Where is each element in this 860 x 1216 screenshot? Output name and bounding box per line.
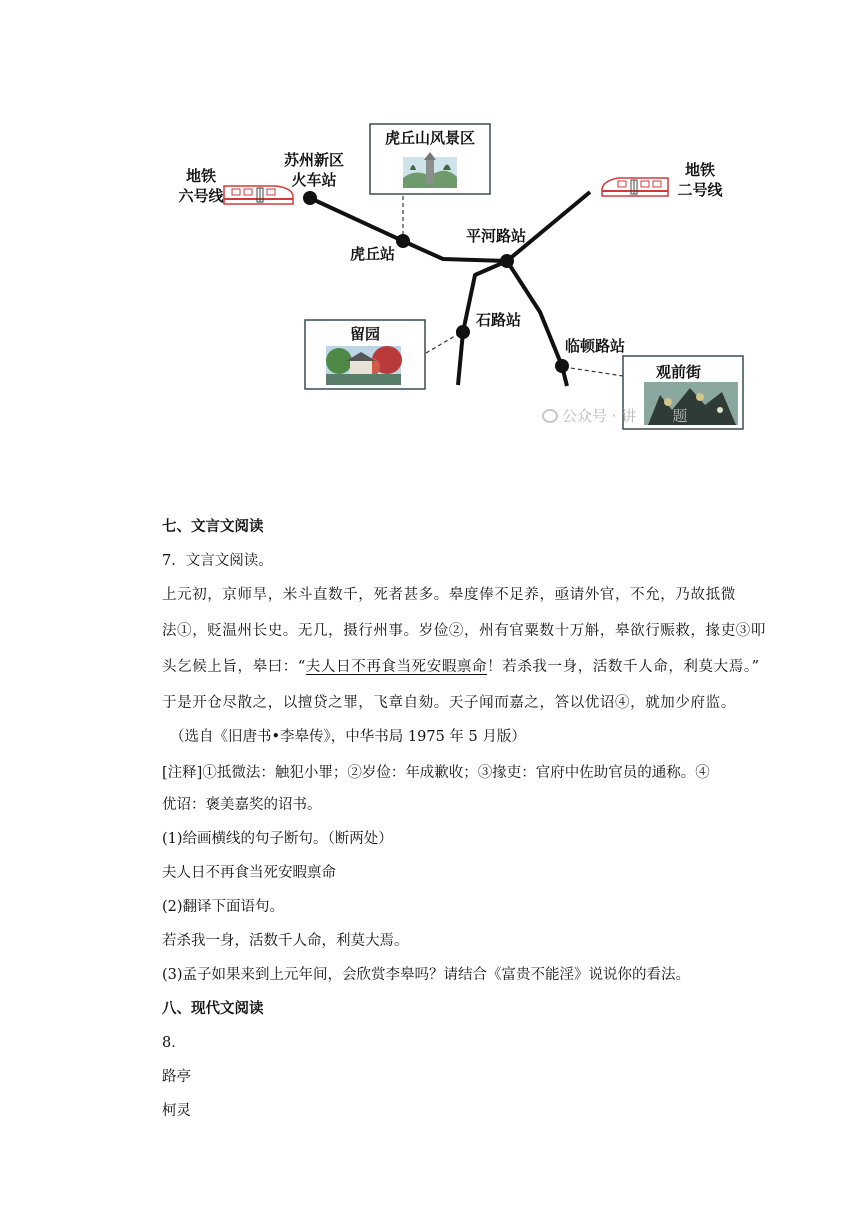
metro-map <box>0 0 860 500</box>
station-shilu-dot <box>456 325 470 339</box>
line6-label-2: 六号线 <box>178 187 224 205</box>
note-line-1: [注释]①抵微法：触犯小罪；②岁俭：年成歉收；③掾吏：官府中佐助官员的通称。④ <box>162 765 710 781</box>
station-pinghe-label: 平河路站 <box>466 227 527 245</box>
passage-line-1: 上元初，京师旱，米斗直数千，死者甚多。皋度俸不足养，亟请外官，不允，乃故抵微 <box>162 587 736 603</box>
station-huqiu-label: 虎丘站 <box>350 245 396 263</box>
q7-intro: 7．文言文阅读。 <box>162 553 273 569</box>
question-2-text: 若杀我一身，活数千人命，利莫大焉。 <box>162 933 409 949</box>
article-title: 路亭 <box>162 1069 191 1085</box>
station-lindun-dot <box>555 359 569 373</box>
q8-number: 8． <box>162 1035 186 1051</box>
underlined-sentence: 夫人日不再食当死安暇禀命 <box>305 659 488 675</box>
section8-heading: 八、现代文阅读 <box>162 1001 264 1017</box>
station-suzhou-xinqu-dot <box>303 191 317 205</box>
article-author: 柯灵 <box>162 1103 191 1119</box>
guanqian-label: 观前街 <box>656 363 702 381</box>
station-suzhou-xinqu-label-2: 火车站 <box>291 171 337 189</box>
huqiu-scenic-label: 虎丘山风景区 <box>384 129 475 147</box>
connector-liuyuan <box>426 333 460 353</box>
station-pinghe-dot <box>500 254 514 268</box>
watermark: 公众号 · 讲 题 <box>542 405 687 426</box>
train-icon-line2 <box>602 178 668 196</box>
passage-source: （选自《旧唐书•李皋传》，中华书局 1975 年 5 月版） <box>170 729 526 745</box>
question-3: (3)孟子如果来到上元年间，会欣赏李皋吗？请结合《富贵不能淫》说说你的看法。 <box>162 967 691 983</box>
station-lindun-label: 临顿路站 <box>565 337 626 355</box>
question-2: (2)翻译下面语句。 <box>162 899 285 915</box>
passage-line-4: 于是开仓尽散之，以擅贷之罪，飞章自劾。天子闻而嘉之，答以优诏④，就加少府监。 <box>162 695 736 711</box>
station-suzhou-xinqu-label-1: 苏州新区 <box>283 151 344 169</box>
station-shilu-label: 石路站 <box>476 311 522 329</box>
question-1-text: 夫人日不再食当死安暇禀命 <box>162 865 336 881</box>
question-1: (1)给画横线的句子断句。（断两处） <box>162 831 393 847</box>
passage-line-3: 头乞候上旨，皋曰：“夫人日不再食当死安暇禀命！若杀我一身，活数千人命，利莫大焉。” <box>162 659 760 675</box>
wechat-icon <box>542 409 558 423</box>
line2-label-2: 二号线 <box>677 181 723 199</box>
station-huqiu-dot <box>396 234 410 248</box>
line2-label-1: 地铁 <box>684 161 715 179</box>
connector-guanqian <box>564 367 623 376</box>
section7-heading: 七、文言文阅读 <box>162 519 264 535</box>
liuyuan-label: 留园 <box>349 325 380 343</box>
line6-label-1: 地铁 <box>185 167 216 185</box>
note-line-2: 优诏：褒美嘉奖的诏书。 <box>162 797 322 813</box>
passage-line-2: 法①，贬温州长史。无几，摄行州事。岁俭②，州有官粟数十万斛，皋欲行赈救，掾吏③叩 <box>162 623 766 639</box>
